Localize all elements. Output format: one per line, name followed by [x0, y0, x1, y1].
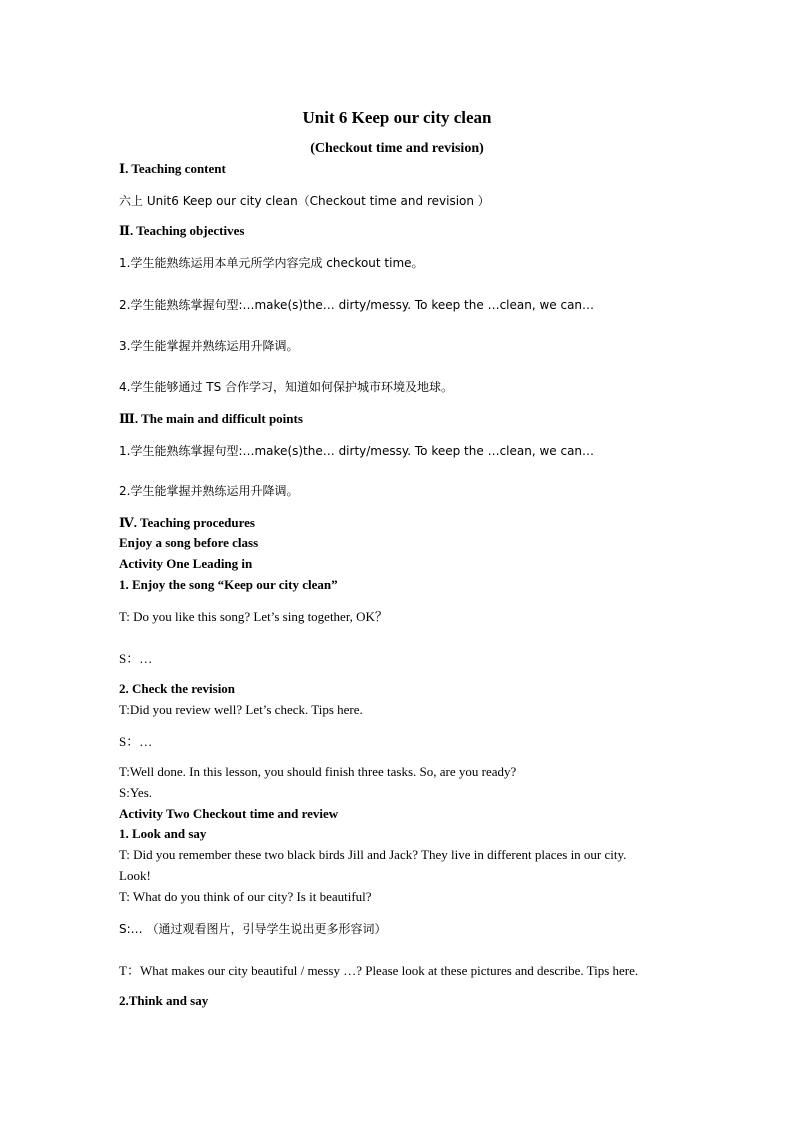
dialogue-line: S:… （通过观看图片，引导学生说出更多形容词） — [119, 922, 387, 936]
section-heading-main-points: Ⅲ. The main and difficult points — [119, 411, 303, 426]
activity-heading: Activity One Leading in — [119, 556, 253, 571]
section-heading-teaching-objectives: Ⅱ. Teaching objectives — [119, 223, 245, 238]
main-point-item: 2.学生能掌握并熟练运用升降调。 — [119, 484, 299, 498]
step-heading: 2. Check the revision — [119, 681, 236, 696]
objective-item: 3.学生能掌握并熟练运用升降调。 — [119, 339, 299, 353]
dialogue-line: Look! — [119, 868, 151, 883]
dialogue-line: T: Do you like this song? Let’s sing together, OK？ — [119, 609, 388, 624]
dialogue-line: T: What do you think of our city? Is it beautiful? — [119, 889, 372, 904]
dialogue-line: S:Yes. — [119, 785, 153, 800]
section-heading-teaching-procedures: Ⅳ. Teaching procedures — [119, 515, 255, 530]
dialogue-line: T: Did you remember these two black birds Jill and Jack? They live in different places in our city. — [119, 847, 627, 862]
dialogue-line: S：… — [119, 651, 153, 666]
activity-heading: Activity Two Checkout time and review — [119, 806, 339, 821]
main-point-item: 1.学生能熟练掌握句型:…make(s)the… dirty/messy. To keep the …clean, we can… — [119, 444, 595, 458]
objective-item: 4.学生能够通过 TS 合作学习，知道如何保护城市环境及地球。 — [119, 380, 454, 394]
step-heading: 2.Think and say — [119, 993, 209, 1008]
dialogue-line: T：What makes our city beautiful / messy …? Please look at these pictures and describe. Tips here. — [119, 963, 639, 978]
objective-item: 2.学生能熟练掌握句型:…make(s)the… dirty/messy. To keep the …clean, we can… — [119, 298, 595, 312]
section-heading-teaching-content: Ⅰ. Teaching content — [119, 161, 226, 176]
dialogue-line: T:Did you review well? Let’s check. Tips here. — [119, 702, 363, 717]
teaching-content-text: 六上 Unit6 Keep our city clean（Checkout time and revision ） — [119, 194, 490, 208]
document-title: Unit 6 Keep our city clean — [302, 108, 492, 127]
dialogue-line: T:Well done. In this lesson, you should finish three tasks. So, are you ready? — [119, 764, 517, 779]
document-subtitle: (Checkout time and revision) — [310, 141, 484, 156]
step-heading: 1. Look and say — [119, 826, 207, 841]
dialogue-line: S：… — [119, 734, 153, 749]
procedure-heading: Enjoy a song before class — [119, 535, 259, 550]
step-heading: 1. Enjoy the song “Keep our city clean” — [119, 577, 338, 592]
objective-item: 1.学生能熟练运用本单元所学内容完成 checkout time。 — [119, 256, 424, 270]
